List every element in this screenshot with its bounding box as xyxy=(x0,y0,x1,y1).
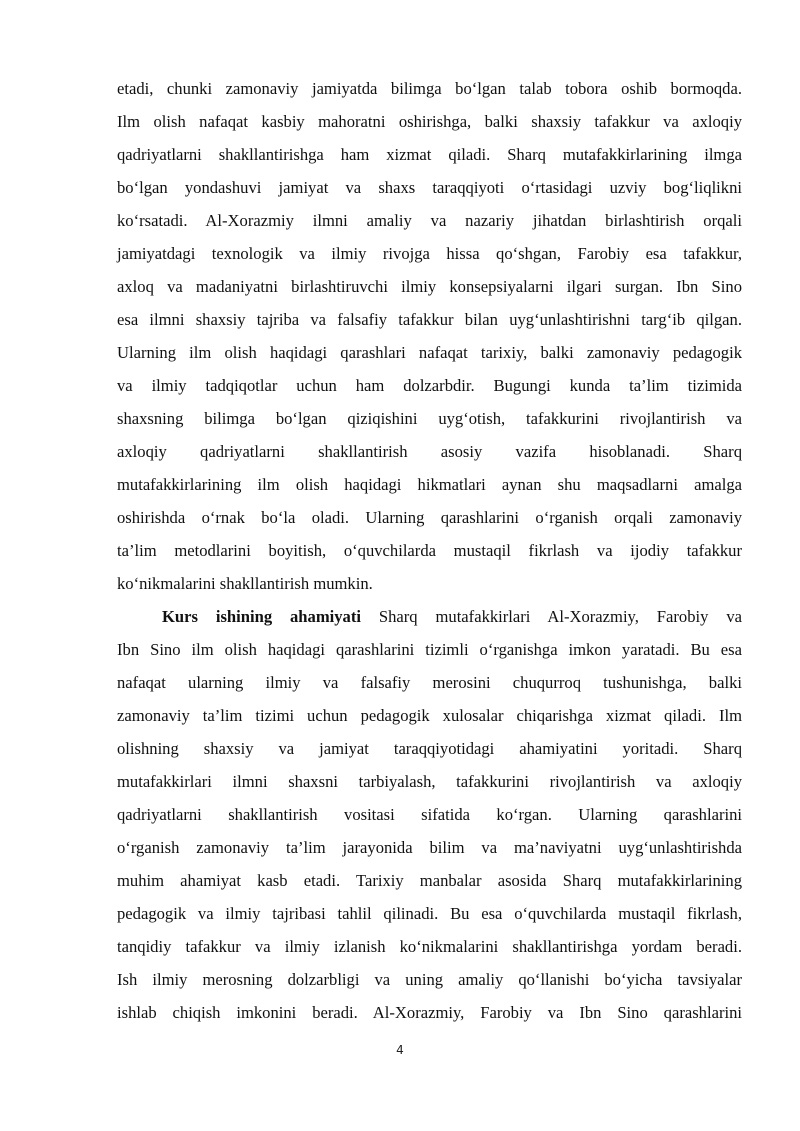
text-line: bo‘lgan yondashuvi jamiyat va shaxs taraqqiyoti o‘rtasidagi uzviy bog‘liqlikni xyxy=(117,178,742,197)
text-line: o‘rganish zamonaviy ta’lim jarayonida bilim va ma’naviyatni uyg‘unlashtirishda xyxy=(117,838,742,857)
text-line: ishlab chiqish imkonini beradi. Al-Xorazmiy, Farobiy va Ibn Sino qarashlarini xyxy=(117,1003,742,1022)
paragraph-2 xyxy=(117,600,742,1029)
text-line: nafaqat ularning ilmiy va falsafiy merosini chuqurroq tushunishga, balki xyxy=(117,673,742,692)
text-line: va ilmiy tadqiqotlar uchun ham dolzarbdir. Bugungi kunda ta’lim tizimida xyxy=(117,376,742,395)
text-line: ko‘nikmalarini shakllantirish mumkin. xyxy=(117,574,373,593)
text-line: oshirishda o‘rnak bo‘la oladi. Ularning qarashlarini o‘rganish orqali zamonaviy xyxy=(117,508,742,527)
text-line: mutafakkirlarining ilm olish haqidagi hikmatlari aynan shu maqsadlarni amalga xyxy=(117,475,742,494)
text-line: ta’lim metodlarini boyitish, o‘quvchilarda mustaqil fikrlash va ijodiy tafakkur xyxy=(117,541,742,560)
section-heading: Kurs ishining ahamiyati xyxy=(162,607,361,626)
text-line: Ilm olish nafaqat kasbiy mahoratni oshirishga, balki shaxsiy tafakkur va axloqiy xyxy=(117,112,742,131)
text-line: Ularning ilm olish haqidagi qarashlari nafaqat tarixiy, balki zamonaviy pedagogik xyxy=(117,343,742,362)
heading-line-text: Sharq mutafakkirlari Al-Xorazmiy, Farobiy va xyxy=(378,607,742,626)
text-line: axloq va madaniyatni birlashtiruvchi ilmiy konsepsiyalarni ilgari surgan. Ibn Sino xyxy=(117,277,742,296)
text-line: Ish ilmiy merosning dolzarbligi va uning amaliy qo‘llanishi bo‘yicha tavsiyalar xyxy=(117,970,742,989)
text-line: muhim ahamiyat kasb etadi. Tarixiy manbalar asosida Sharq mutafakkirlarining xyxy=(117,871,742,890)
text-line: esa ilmni shaxsiy tajriba va falsafiy tafakkur bilan uyg‘unlashtirishni targ‘ib qilgan. xyxy=(117,310,742,329)
text-line: qadriyatlarni shakllantirish vositasi sifatida ko‘rgan. Ularning qarashlarini xyxy=(117,805,742,824)
text-line-with-heading xyxy=(117,600,742,633)
page-number: 4 xyxy=(396,1043,404,1057)
paragraph-1 xyxy=(117,72,742,600)
text-line: tanqidiy tafakkur va ilmiy izlanish ko‘nikmalarini shakllantirishga yordam beradi. xyxy=(117,937,742,956)
text-line: olishning shaxsiy va jamiyat taraqqiyotidagi ahamiyatini yoritadi. Sharq xyxy=(117,739,742,758)
document-page xyxy=(117,72,742,1029)
text-line: shaxsning bilimga bo‘lgan qiziqishini uyg‘otish, tafakkurini rivojlantirish va xyxy=(117,409,742,428)
text-line: etadi, chunki zamonaviy jamiyatda bilimga bo‘lgan talab tobora oshib bormoqda. xyxy=(117,79,742,98)
text-line: jamiyatdagi texnologik va ilmiy rivojga hissa qo‘shgan, Farobiy esa tafakkur, xyxy=(117,244,742,263)
text-line: qadriyatlarni shakllantirishga ham xizmat qiladi. Sharq mutafakkirlarining ilmga xyxy=(117,145,742,164)
text-line: axloqiy qadriyatlarni shakllantirish asosiy vazifa hisoblanadi. Sharq xyxy=(117,442,742,461)
text-line: Ibn Sino ilm olish haqidagi qarashlarini tizimli o‘rganishga imkon yaratadi. Bu esa xyxy=(117,640,742,659)
text-line: zamonaviy ta’lim tizimi uchun pedagogik xulosalar chiqarishga xizmat qiladi. Ilm xyxy=(117,706,742,725)
text-line: pedagogik va ilmiy tajribasi tahlil qilinadi. Bu esa o‘quvchilarda mustaqil fikrlash, xyxy=(117,904,742,923)
text-line: mutafakkirlari ilmni shaxsni tarbiyalash, tafakkurini rivojlantirish va axloqiy xyxy=(117,772,742,791)
text-line: ko‘rsatadi. Al-Xorazmiy ilmni amaliy va nazariy jihatdan birlashtirish orqali xyxy=(117,211,742,230)
